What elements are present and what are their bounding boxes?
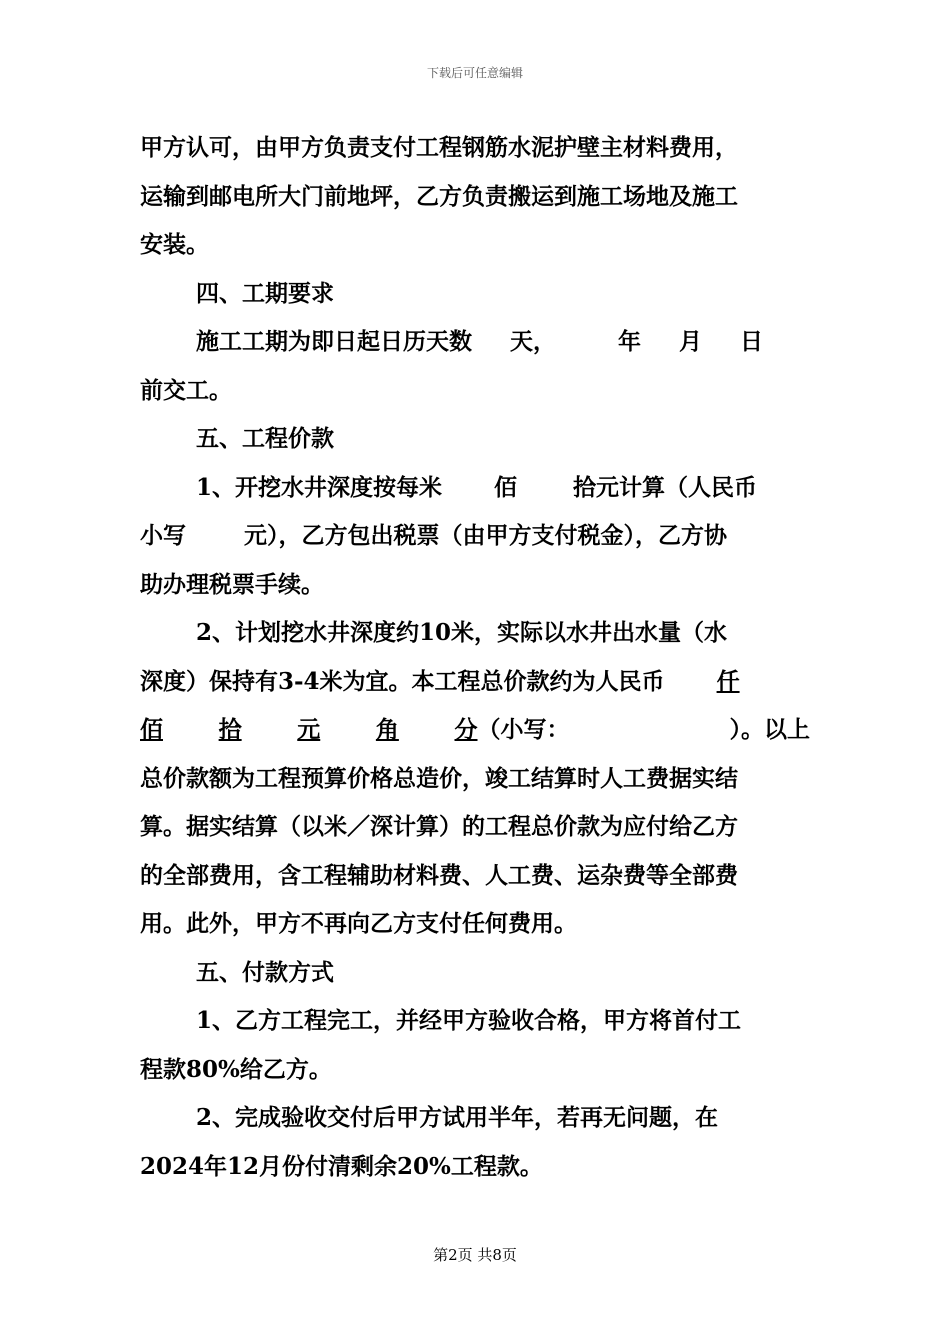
text-line: 1、乙方工程完工，并经甲方验收合格，甲方将首付工 — [196, 1007, 742, 1034]
text-line: 的全部费用，含工程辅助材料费、人工费、运杂费等全部费 — [140, 861, 738, 889]
text-line: 总价款额为工程预算价格总造价，竣工结算时人工费据实结 — [140, 764, 738, 792]
text-line: 甲方认可，由甲方负责支付工程钢筋水泥护壁主材料费用， — [140, 134, 738, 161]
text-line: 小写 元），乙方包出税票（由甲方支付税金），乙方协 — [140, 522, 727, 549]
blank-day — [702, 318, 740, 367]
blank-year — [556, 318, 618, 367]
text-line: 用。此外，甲方不再向乙方支付任何费用。 — [140, 910, 577, 937]
text-line: 前交工。 — [140, 376, 232, 404]
blank-days — [472, 318, 510, 367]
text-line: 程款80%给乙方。 — [140, 1055, 332, 1083]
section-heading-price: 五、工程价款 — [196, 425, 334, 452]
text-line: 2024年12月份付清剩余20%工程款。 — [140, 1152, 543, 1180]
text-line: 算。据实结算（以米／深计算）的工程总价款为应付给乙方 — [140, 813, 738, 840]
document-body — [140, 124, 810, 1191]
text-line: 2、计划挖水井深度约10米，实际以水井出水量（水 — [196, 619, 728, 646]
section-heading-schedule: 四、工期要求 — [196, 279, 334, 307]
text-line: 安装。 — [140, 231, 209, 258]
section-heading-payment: 五、付款方式 — [196, 958, 334, 986]
blank-month — [641, 318, 679, 367]
page-header: 下载后可任意编辑 — [426, 66, 523, 80]
text-line: 1、开挖水井深度按每米 佰 拾元计算（人民币 — [196, 473, 758, 501]
text-line: 运输到邮电所大门前地坪，乙方负责搬运到施工场地及施工 — [140, 182, 738, 210]
text-line-amount: 佰 拾 元 角 分（小写： ）。以上 — [140, 706, 810, 755]
text-line: 助办理税票手续。 — [140, 570, 324, 598]
text-line: 深度）保持有3-4米为宜。本工程总价款约为人民币 仟 — [140, 658, 810, 707]
page-footer: 第2页 共8页 — [433, 1246, 517, 1264]
text-line: 施工工期为即日起日历天数 天， 年 月 日 — [140, 318, 810, 367]
text-line: 2、完成验收交付后甲方试用半年，若再无问题，在 — [196, 1104, 719, 1131]
blank-small-amount — [570, 706, 730, 755]
blank-amount — [665, 658, 717, 707]
